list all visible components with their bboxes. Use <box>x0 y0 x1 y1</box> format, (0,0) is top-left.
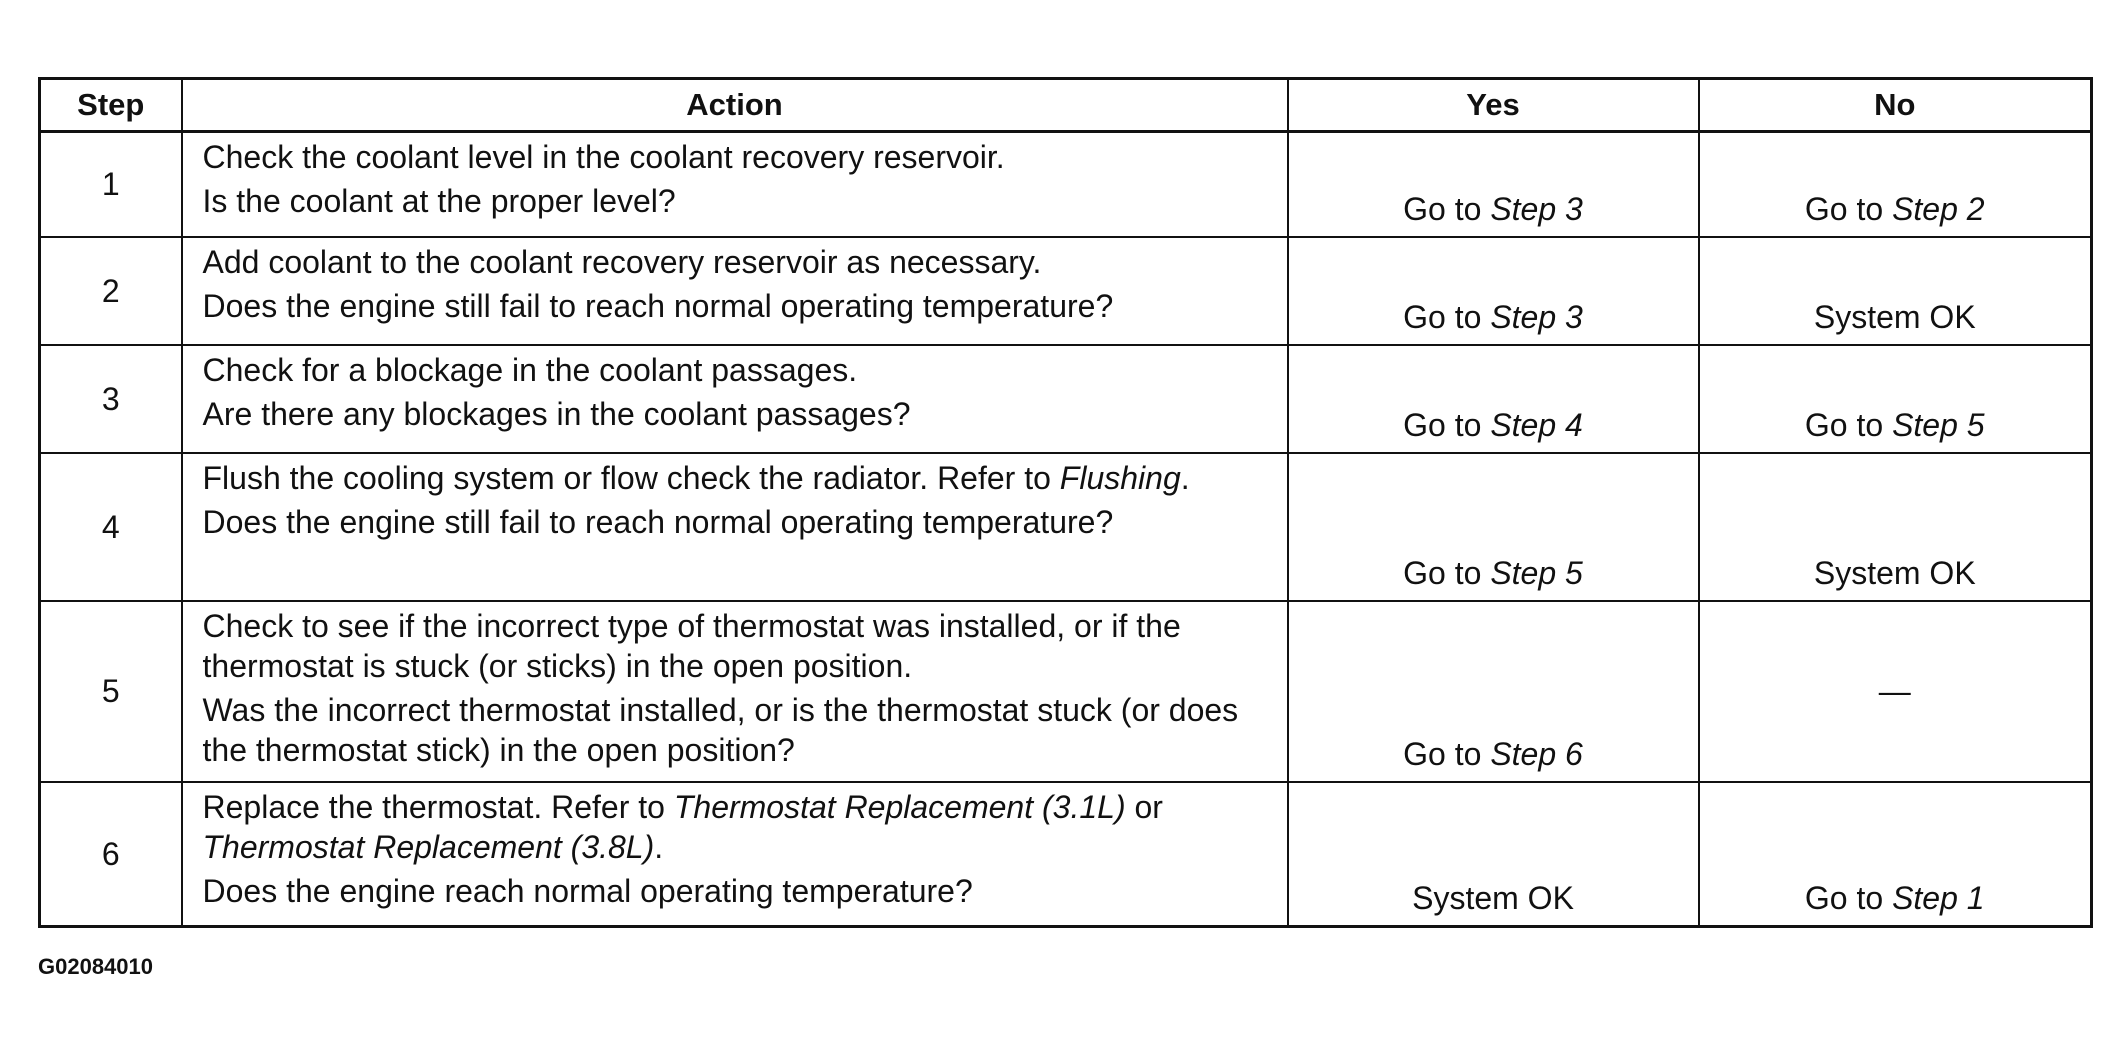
action-question-text: Does the engine still fail to reach normal operating temperature? <box>202 503 1114 540</box>
yes-step-link[interactable]: Step 3 <box>1490 190 1583 227</box>
yes-prefix: Go to <box>1403 554 1491 591</box>
header-no: No <box>1699 79 2092 132</box>
diagnostic-table <box>38 77 2093 928</box>
action-check-text <box>203 787 1269 867</box>
no-result-text: System OK <box>1813 554 1976 591</box>
table-header-row <box>40 79 2092 132</box>
yes-step-link[interactable]: Step 5 <box>1490 554 1583 591</box>
yes-prefix: Go to <box>1403 735 1491 772</box>
thermostat-replacement-3-1l-link[interactable]: Thermostat Replacement (3.1L) <box>673 788 1126 825</box>
yes-prefix: Go to <box>1403 406 1491 443</box>
yes-step-link[interactable]: Step 4 <box>1490 406 1583 443</box>
action-cell <box>182 601 1288 782</box>
no-result <box>1699 132 2092 237</box>
check-text-or: or <box>1125 788 1163 825</box>
no-result <box>1699 782 2092 927</box>
yes-result <box>1288 601 1699 782</box>
step-number: 1 <box>40 132 182 237</box>
action-cell <box>182 782 1288 927</box>
header-action: Action <box>182 79 1288 132</box>
table-row-step-6 <box>40 782 2092 927</box>
action-check-text: Check for a blockage in the coolant passages. <box>202 351 858 388</box>
yes-result <box>1288 453 1699 601</box>
table-row-step-2 <box>40 237 2092 345</box>
yes-prefix: Go to <box>1403 190 1491 227</box>
action-question-text: Does the engine reach normal operating temperature? <box>202 872 973 909</box>
yes-result-text: System OK <box>1412 880 1574 916</box>
no-step-link[interactable]: Step 1 <box>1892 880 1985 916</box>
flushing-link[interactable]: Flushing <box>1059 459 1181 496</box>
action-cell <box>182 453 1288 601</box>
action-question-text: Does the engine still fail to reach normal operating temperature? <box>202 287 1114 324</box>
no-result <box>1699 453 2092 601</box>
no-result <box>1699 345 2092 453</box>
no-result-dash: — <box>1878 673 1911 709</box>
no-prefix: Go to <box>1804 880 1893 916</box>
yes-result <box>1288 782 1699 927</box>
yes-result <box>1288 132 1699 237</box>
action-check-text: Check to see if the incorrect type of thermostat was installed, or if the thermostat is stuck (or sticks) in the open position. <box>202 607 1181 684</box>
yes-result <box>1288 345 1699 453</box>
step-number: 2 <box>40 237 182 345</box>
check-text-lead: Flush the cooling system or flow check the radiator. Refer to <box>202 459 1060 496</box>
action-question-text: Is the coolant at the proper level? <box>202 183 676 219</box>
yes-step-link[interactable]: Step 6 <box>1490 735 1583 772</box>
action-check-text <box>203 458 1269 498</box>
table-row-step-5 <box>40 601 2092 782</box>
action-question-text: Was the incorrect thermostat installed, or is the thermostat stuck (or does the thermostat stick) in the open position? <box>202 691 1239 768</box>
table-row-step-3 <box>40 345 2092 453</box>
action-question-text: Are there any blockages in the coolant passages? <box>202 395 911 432</box>
step-number: 6 <box>40 782 182 927</box>
no-prefix: Go to <box>1804 190 1893 227</box>
check-text-end: . <box>1180 459 1190 496</box>
step-number: 4 <box>40 453 182 601</box>
step-number: 3 <box>40 345 182 453</box>
action-cell <box>182 132 1288 237</box>
no-step-link[interactable]: Step 5 <box>1892 406 1985 443</box>
no-result <box>1699 601 2092 782</box>
action-cell <box>182 345 1288 453</box>
header-yes: Yes <box>1288 79 1699 132</box>
no-prefix: Go to <box>1804 406 1893 443</box>
yes-result <box>1288 237 1699 345</box>
action-check-text: Check the coolant level in the coolant recovery reservoir. <box>202 139 1005 175</box>
table-row-step-4 <box>40 453 2092 601</box>
yes-step-link[interactable]: Step 3 <box>1490 298 1583 335</box>
action-cell <box>182 237 1288 345</box>
thermostat-replacement-3-8l-link[interactable]: Thermostat Replacement (3.8L) <box>202 828 655 865</box>
check-text-end: . <box>654 828 664 865</box>
table-row-step-1 <box>40 132 2092 237</box>
figure-id: G02084010 <box>38 954 153 979</box>
no-result <box>1699 237 2092 345</box>
header-step: Step <box>40 79 182 132</box>
yes-prefix: Go to <box>1403 298 1491 335</box>
action-check-text: Add coolant to the coolant recovery reservoir as necessary. <box>202 243 1042 280</box>
step-number: 5 <box>40 601 182 782</box>
check-text-lead: Replace the thermostat. Refer to <box>202 788 674 825</box>
no-result-text: System OK <box>1813 298 1976 335</box>
no-step-link[interactable]: Step 2 <box>1892 190 1985 227</box>
